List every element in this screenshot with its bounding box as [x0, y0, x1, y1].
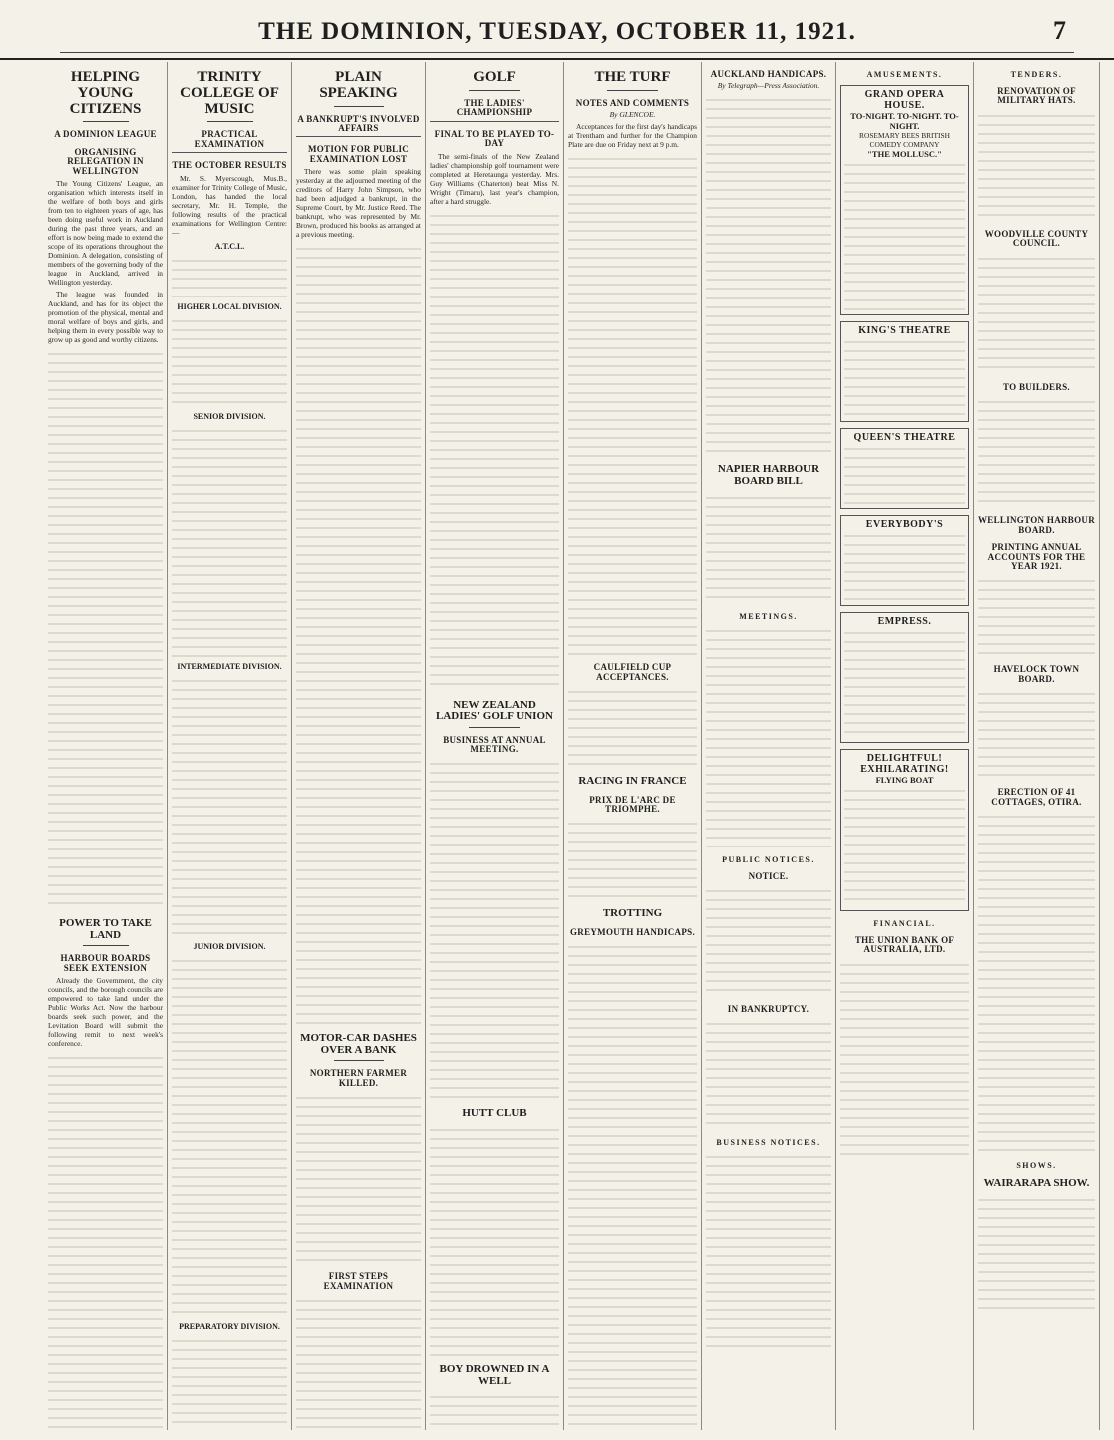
divider: [334, 1060, 384, 1061]
divider: [607, 90, 659, 91]
subhead-first-steps: FIRST STEPS EXAMINATION: [323, 1271, 394, 1291]
article-text-block: [430, 1126, 559, 1356]
subhead-notes-comments: NOTES AND COMMENTS: [575, 97, 690, 108]
results-list: [172, 1337, 287, 1430]
article-paragraph: The semi-finals of the New Zealand ladies' championship golf tournament were completed at Heretaunga yesterday. Mrs. Guy Williams (Chaterton) beat Miss N. Wright (Timaru), last year's champion, after a hard struggle.: [430, 151, 559, 206]
headline-ladies-golf-union: NEW ZEALAND LADIES' GOLF UNION: [436, 698, 553, 723]
article-text-block: [568, 155, 697, 655]
headline-hutt-club: HUTT CLUB: [462, 1107, 527, 1120]
subhead-organising: ORGANISING RELEGATION IN WELLINGTON: [67, 146, 144, 176]
advert-title: GRAND OPERA HOUSE.: [864, 89, 945, 111]
column-3: [292, 62, 426, 1430]
tender-text: [978, 813, 1095, 1153]
results-list: [172, 957, 287, 1317]
advert-everybodys: [840, 515, 969, 606]
advert-line: ROSEMARY BEES BRITISH COMEDY COMPANY: [859, 131, 950, 149]
article-text-block: [48, 350, 163, 910]
divider: [83, 945, 129, 946]
tender-text: [978, 690, 1095, 780]
advert-line: TO-NIGHT. TO-NIGHT. TO-NIGHT.: [850, 111, 959, 131]
advert-line: "THE MOLLUSC.": [867, 149, 942, 159]
notices-block: [706, 627, 831, 847]
advert-text: [844, 787, 965, 907]
headline-napier-harbour: NAPIER HARBOUR BOARD BILL: [717, 463, 820, 487]
headline-plain-speaking: PLAIN SPEAKING: [319, 69, 398, 101]
subhead-dominion-league: A DOMINION LEAGUE: [54, 129, 157, 140]
headline-motor-car: MOTOR-CAR DASHES OVER A BANK: [300, 1032, 417, 1056]
advert-title: EVERYBODY'S: [865, 519, 944, 530]
show-text: [978, 1196, 1095, 1316]
results-list: [172, 677, 287, 937]
divider: [334, 106, 384, 107]
column-7: [836, 62, 974, 1430]
section-financial: FINANCIAL.: [873, 919, 936, 928]
advert-empress: [840, 612, 969, 743]
notices-block: [706, 887, 831, 997]
tender-title: HAVELOCK TOWN BOARD.: [993, 664, 1080, 684]
headline-racing-in-france: RACING IN FRANCE: [578, 775, 687, 788]
byline: By Telegraph—Press Association.: [717, 81, 820, 91]
subhead-farmer-killed: NORTHERN FARMER KILLED.: [309, 1068, 408, 1088]
advert-title: KING'S THEATRE: [858, 325, 951, 336]
article-paragraph: Acceptances for the first day's handicaps at Trentham and further for the Champion Plate are due on Friday next at 9 p.m.: [568, 122, 697, 150]
headline-golf: GOLF: [473, 69, 516, 85]
financial-text: [840, 961, 969, 1161]
results-list: [172, 317, 287, 407]
column-5: [564, 62, 702, 1430]
division-heading: A.T.C.L.: [214, 241, 245, 251]
byline: By GLENCOE.: [609, 110, 656, 120]
subhead-ladies-championship: THE LADIES' CHAMPIONSHIP: [430, 99, 559, 122]
column-1: [44, 62, 168, 1430]
tender-text: [978, 398, 1095, 508]
article-paragraph: Already the Government, the city councils, and the borough councils are empowered to take land under the Public Works Act. Now the harbour boards seek such power, and the Levitation Board will submit the following remit to next week's conference.: [48, 975, 163, 1048]
tender-text: [978, 577, 1095, 657]
article-text-block: [430, 212, 559, 692]
section-shows: SHOWS.: [1016, 1161, 1057, 1171]
article-text-block: [568, 943, 697, 1430]
article-text-block: [706, 494, 831, 604]
subhead-annual-meeting: BUSINESS AT ANNUAL MEETING.: [443, 734, 546, 755]
advert-flying-boat: [840, 749, 969, 911]
tender-title: WOODVILLE COUNTY COUNCIL.: [984, 228, 1089, 249]
page-number: 7: [1053, 16, 1066, 45]
advert-kings-theatre: [840, 321, 969, 422]
division-heading: INTERMEDIATE DIVISION.: [177, 661, 282, 671]
advert-text: [844, 629, 965, 739]
tender-title: TO BUILDERS.: [1003, 381, 1070, 392]
section-tenders: TENDERS.: [1010, 70, 1063, 79]
advert-text: [844, 338, 965, 418]
section-public-notices: PUBLIC NOTICES.: [722, 854, 815, 864]
article-text-block: [430, 1393, 559, 1430]
subhead-motion-lost: MOTION FOR PUBLIC EXAMINATION LOST: [307, 144, 410, 164]
subhead-bankrupt: A BANKRUPT'S INVOLVED AFFAIRS: [296, 115, 421, 138]
bank-name: THE UNION BANK OF AUSTRALIA, LTD.: [854, 935, 955, 955]
tender-title: RENOVATION OF MILITARY HATS.: [997, 86, 1076, 106]
results-list: [172, 257, 287, 297]
column-2: [168, 62, 292, 1430]
division-heading: SENIOR DIVISION.: [193, 411, 266, 421]
subhead-final: FINAL TO BE PLAYED TO-DAY: [434, 128, 555, 149]
advert-text: [844, 161, 965, 311]
article-paragraph: Mr. S. Myerscough, Mus.B., examiner for Trinity College of Music, London, has handed the local secretary, Mr. H. Temple, the following results of the practical examinations for Wellington Centre:—: [172, 173, 287, 237]
results-list: [172, 427, 287, 657]
subhead-prix-de-larc: PRIX DE L'ARC DE TRIOMPHE.: [589, 794, 676, 815]
article-paragraph: The league was founded in Auckland, and has for its object the promotion of the physical, mental and moral welfare of boys and girls, and helping them in every possible way to grow up as good and worthy citizens.: [48, 290, 163, 344]
tender-text: [978, 255, 1095, 375]
subhead-harbour-boards: HARBOUR BOARDS SEEK EXTENSION: [60, 953, 151, 973]
subhead-october-results: THE OCTOBER RESULTS: [172, 160, 287, 171]
article-text-block: [568, 688, 697, 768]
section-business-notices: BUSINESS NOTICES.: [716, 1138, 821, 1148]
article-text-block: [430, 760, 559, 1100]
masthead-rule: [60, 52, 1074, 53]
advert-text: [844, 532, 965, 602]
newspaper-title: THE DOMINION, TUESDAY, OCTOBER 11, 1921.: [258, 18, 856, 45]
headline-helping-young-citizens: HELPING YOUNG CITIZENS: [69, 69, 142, 117]
tender-title: ERECTION OF 41 COTTAGES, OTIRA.: [991, 787, 1082, 807]
notices-block: [706, 1020, 831, 1130]
notice-bankruptcy: IN BANKRUPTCY.: [727, 1003, 810, 1014]
article-paragraph: There was some plain speaking yesterday at the adjourned meeting of the creditors of Harry John Simpson, who had been adjudged a bankrupt, in the Supreme Court, by Mr. Justice Reed. The bankrupt, who was represented by Mr. Brown, produced his books as arranged at a previous meeting.: [296, 167, 421, 240]
headline-auckland-handicaps: AUCKLAND HANDICAPS.: [710, 69, 827, 79]
tender-subtitle: PRINTING ANNUAL ACCOUNTS FOR THE YEAR 1921.: [987, 542, 1086, 571]
advert-queens-theatre: [840, 428, 969, 509]
advert-grand-opera-house: [840, 85, 969, 315]
section-meetings: MEETINGS.: [739, 611, 798, 621]
division-heading: HIGHER LOCAL DIVISION.: [177, 301, 282, 311]
article-text-block: [568, 820, 697, 900]
article-text-block: [706, 96, 831, 456]
divider: [83, 121, 129, 122]
section-amusements: AMUSEMENTS.: [866, 70, 943, 79]
advert-line: FLYING BOAT: [875, 775, 934, 785]
column-8: [974, 62, 1100, 1430]
article-text-block: [48, 1054, 163, 1430]
advert-title: QUEEN'S THEATRE: [853, 432, 956, 443]
divider: [469, 90, 521, 91]
notice-title: NOTICE.: [748, 870, 789, 881]
subhead-greymouth: GREYMOUTH HANDICAPS.: [569, 927, 695, 938]
advert-title: EMPRESS.: [877, 616, 932, 627]
tender-title: WELLINGTON HARBOUR BOARD.: [978, 515, 1096, 535]
article-paragraph: The Young Citizens' League, an organisation which interests itself in the welfare of both boys and girls from ten to eighteen years of age, has been doing useful work in Auckland during the past three years, and an effort is now being made to extend the scope of its operations throughout the Dominion. A delegation, consisting of members of the governing body of the league in Auckland, arrived in Wellington yesterday.: [48, 179, 163, 287]
tender-text: [978, 112, 1095, 222]
results-list: [296, 1297, 421, 1430]
subhead-practical-examination: PRACTICAL EXAMINATION: [172, 130, 287, 153]
headline-boy-drowned: BOY DROWNED IN A WELL: [439, 1363, 550, 1387]
headline-caulfield-cup: CAULFIELD CUP ACCEPTANCES.: [593, 662, 672, 682]
advert-title: DELIGHTFUL! EXHILARATING!: [860, 753, 949, 775]
article-text-block: [296, 1094, 421, 1264]
division-heading: PREPARATORY DIVISION.: [179, 1321, 280, 1331]
headline-trinity-college: TRINITY COLLEGE OF MUSIC: [180, 69, 279, 117]
article-text-block: [296, 245, 421, 1025]
advert-text: [844, 445, 965, 505]
notices-block: [706, 1153, 831, 1353]
divider: [207, 121, 253, 122]
headline-trotting: TROTTING: [602, 907, 663, 920]
headline-the-turf: THE TURF: [594, 69, 671, 85]
headline-power-to-take-land: POWER TO TAKE LAND: [59, 917, 152, 941]
divider: [469, 727, 521, 728]
show-title: WAIRARAPA SHOW.: [983, 1177, 1090, 1190]
masthead: [0, 0, 1114, 60]
division-heading: JUNIOR DIVISION.: [193, 941, 266, 951]
column-6: [702, 62, 836, 1430]
column-4: [426, 62, 564, 1430]
